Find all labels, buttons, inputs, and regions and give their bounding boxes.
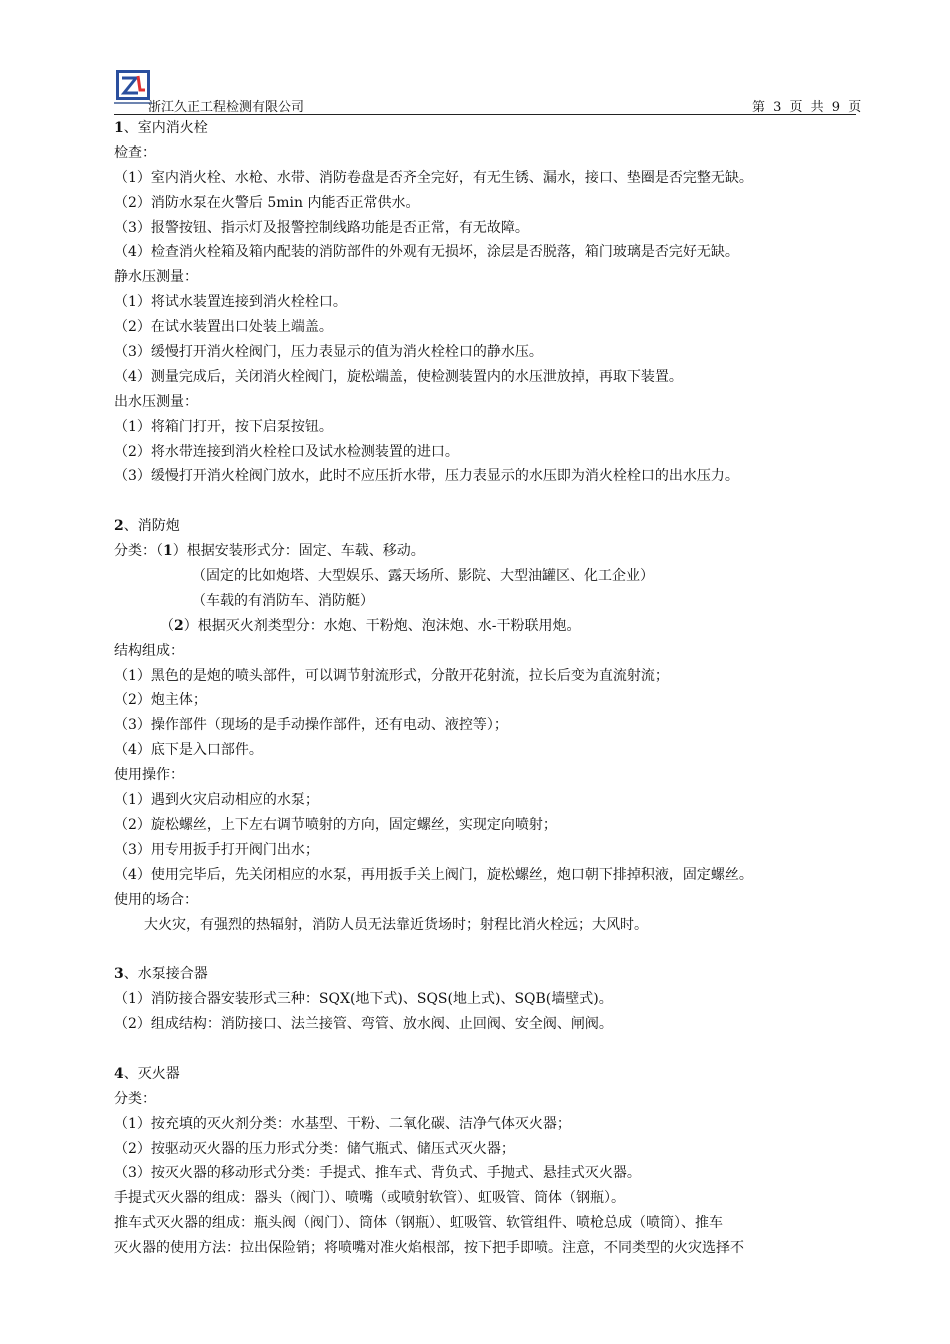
paragraph-line: （1）将试水装置连接到消火栓栓口。	[114, 294, 347, 311]
paragraph-line: 静水压测量：	[114, 269, 198, 286]
section-3-heading: 3、水泵接合器	[114, 966, 208, 983]
paragraph-line: （1）室内消火栓、水枪、水带、消防卷盘是否齐全完好，有无生锈、漏水，接口、垫圈是否完整无缺。	[114, 169, 753, 186]
paragraph-line: 手提式灭火器的组成：器头（阀门）、喷嘴（或喷射软管）、虹吸管、筒体（钢瓶）。	[114, 1190, 625, 1207]
paragraph-line: 推车式灭火器的组成：瓶头阀（阀门）、筒体（钢瓶）、虹吸管、软管组件、喷枪总成（喷筒）、推车	[114, 1215, 723, 1232]
paragraph-line: （4）检查消火栓箱及箱内配装的消防部件的外观有无损坏，涂层是否脱落，箱门玻璃是否完好无缺。	[114, 244, 739, 261]
paragraph-line: （3）操作部件（现场的是手动操作部件，还有电动、液控等）；	[114, 717, 508, 734]
paragraph-line: 检查：	[114, 144, 156, 161]
paragraph-line: （4）底下是入口部件。	[114, 742, 263, 759]
paragraph-line: 大火灾，有强烈的热辐射，消防人员无法靠近货场时；射程比消火栓远；大风时。	[144, 916, 648, 933]
document-body	[114, 116, 874, 1261]
paragraph-line: （2）旋松螺丝，上下左右调节喷射的方向，固定螺丝，实现定向喷射；	[114, 816, 557, 833]
header-page-number: 第 3 页 共 9 页	[752, 100, 862, 115]
paragraph-line: （3）按灭火器的移动形式分类：手提式、推车式、背负式、手抛式、悬挂式灭火器。	[114, 1165, 641, 1182]
paragraph-line: （3）报警按钮、指示灯及报警控制线路功能是否正常，有无故障。	[114, 219, 529, 236]
paragraph-line: （1）黑色的是炮的喷头部件，可以调节射流形式，分散开花射流，拉长后变为直流射流；	[114, 667, 669, 684]
paragraph-line: 使用操作：	[114, 767, 184, 784]
paragraph-line: （固定的比如炮塔、大型娱乐、露天场所、影院、大型油罐区、化工企业）	[192, 568, 654, 585]
paragraph-line: （2）将水带连接到消火栓栓口及试水检测装置的进口。	[114, 443, 459, 460]
logo-underline	[114, 102, 152, 104]
paragraph-line: （1）遇到火灾启动相应的水泵；	[114, 792, 319, 809]
company-logo-icon	[116, 70, 150, 100]
paragraph-line: （2）组成结构：消防接口、法兰接管、弯管、放水阀、止回阀、安全阀、闸阀。	[114, 1016, 613, 1033]
paragraph-line: 分类：	[114, 1090, 156, 1107]
paragraph-line: 灭火器的使用方法：拉出保险销；将喷嘴对准火焰根部，按下把手即喷。注意，不同类型的火灾选择不	[114, 1240, 744, 1257]
paragraph-line: （2）按驱动灭火器的压力形式分类：储气瓶式、储压式灭火器；	[114, 1140, 515, 1157]
section-4-heading: 4、灭火器	[114, 1065, 180, 1082]
paragraph-line: 分类：（1）根据安装形式分：固定、车载、移动。	[114, 543, 425, 560]
paragraph-line: （1）消防接合器安装形式三种：SQX(地下式)、SQS(地上式)、SQB(墙壁式)。	[114, 991, 613, 1008]
header-divider	[114, 114, 856, 115]
paragraph-line: 出水压测量：	[114, 393, 198, 410]
paragraph-line: （3）缓慢打开消火栓阀门放水，此时不应压折水带，压力表显示的水压即为消火栓栓口的出水压力。	[114, 468, 739, 485]
paragraph-line: 结构组成：	[114, 642, 184, 659]
section-2-heading: 2、消防炮	[114, 518, 180, 535]
paragraph-line: （4）测量完成后，关闭消火栓阀门，旋松端盖，使检测装置内的水压泄放掉，再取下装置。	[114, 368, 683, 385]
paragraph-line: （3）缓慢打开消火栓阀门，压力表显示的值为消火栓栓口的静水压。	[114, 344, 543, 361]
paragraph-line: （2）根据灭火剂类型分：水炮、干粉炮、泡沫炮、水-干粉联用炮。	[160, 617, 581, 634]
paragraph-line: （4）使用完毕后，先关闭相应的水泵，再用扳手关上阀门，旋松螺丝，炮口朝下排掉积液，固定螺丝。	[114, 866, 753, 883]
paragraph-line: （2）在试水装置出口处装上端盖。	[114, 319, 333, 336]
header-company-name: 浙江久正工程检测有限公司	[148, 100, 305, 115]
paragraph-line: （1）按充填的灭火剂分类：水基型、干粉、二氧化碳、洁净气体灭火器；	[114, 1115, 571, 1132]
paragraph-line: （车载的有消防车、消防艇）	[192, 592, 374, 609]
paragraph-line: （3）用专用扳手打开阀门出水；	[114, 841, 319, 858]
paragraph-line: 使用的场合：	[114, 891, 198, 908]
section-1-heading: 1、室内消火栓	[114, 120, 208, 136]
paragraph-line: （2）炮主体；	[114, 692, 207, 709]
paragraph-line: （1）将箱门打开，按下启泵按钮。	[114, 418, 333, 435]
paragraph-line: （2）消防水泵在火警后 5min 内能否正常供水。	[114, 194, 420, 211]
